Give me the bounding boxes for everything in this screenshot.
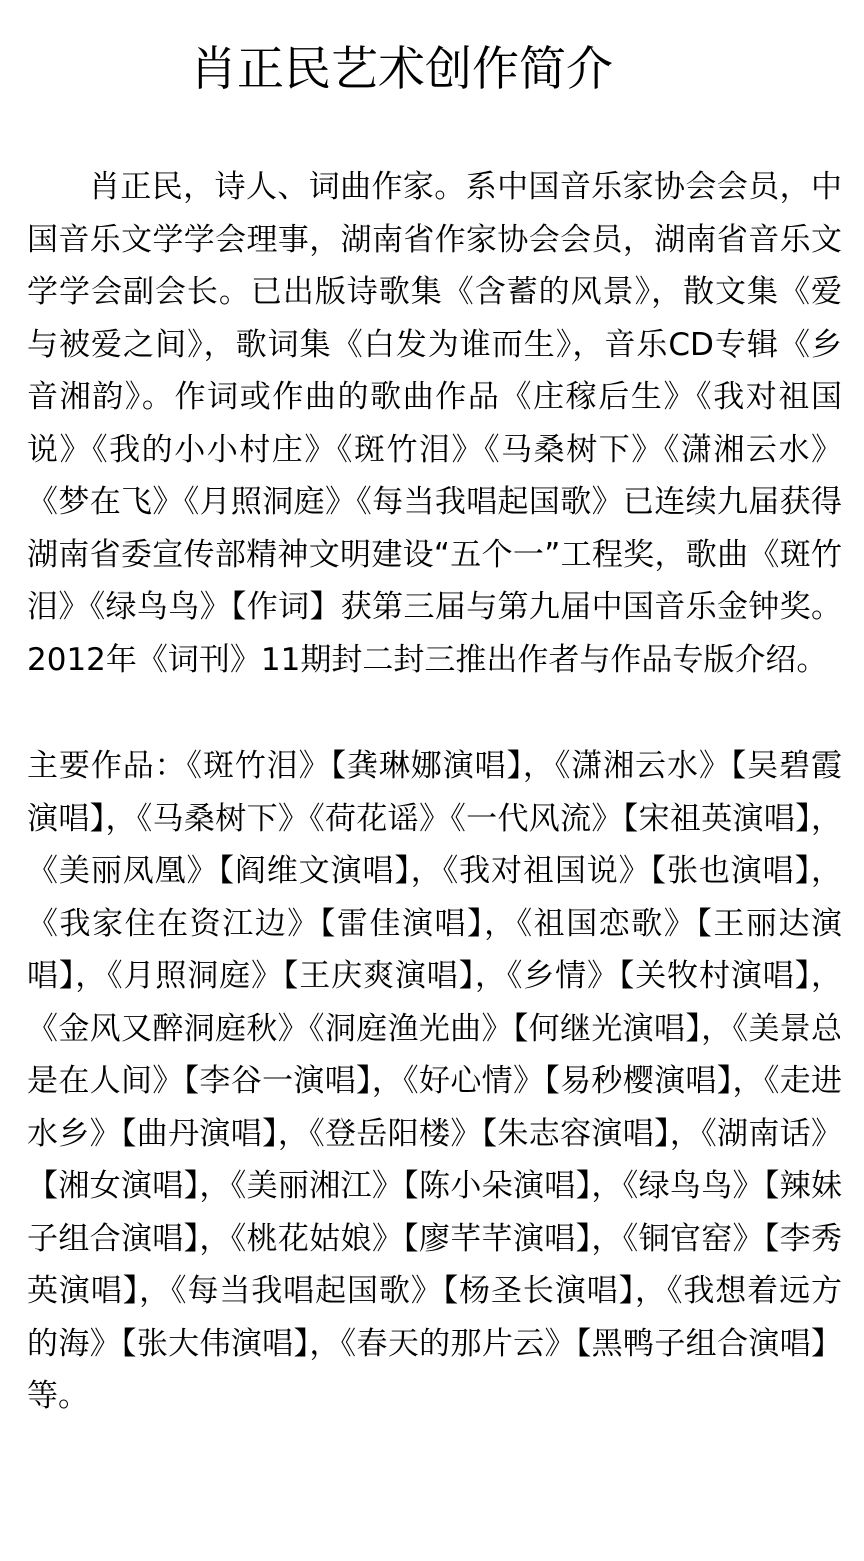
works-paragraph: 主要作品：《斑竹泪》【龚琳娜演唱】，《潇湘云水》【吴碧霞演唱】，《马桑树下》《荷花谣》《一代风流》【宋祖英演唱】，《美丽凤凰》【阎维文演唱】，《我对祖国说》【张也演唱】，《我家住在资江边》【雷佳演唱】，《祖国恋歌》【王丽达演唱】，《月照洞庭》【王庆爽演唱】，《乡情》【关牧村演唱】，《金风又醉洞庭秋》《洞庭渔光曲》【何继光演唱】，《美景总是在人间》【李谷一演唱】，《好心情》【易秒樱演唱】，《走进水乡》【曲丹演唱】，《登岳阳楼》【朱志容演唱】，《湖南话》【湘女演唱】，《美丽湘江》【陈小朵演唱】，《绿鸟鸟》【辣妹子组合演唱】，《桃花姑娘》【廖芊芊演唱】，《铜官窑》【李秀英演唱】，《每当我唱起国歌》【杨圣长演唱】，《我想着远方的海》【张大伟演唱】，《春天的那片云》【黑鸭子组合演唱】等。 [27,748,842,1414]
document-title: 肖正民艺术创作简介 [190,42,613,97]
intro-paragraph: 肖正民，诗人、词曲作家。系中国音乐家协会会员，中国音乐文学学会理事，湖南省作家协会会员，湖南省音乐文学学会副会长。已出版诗歌集《含蓄的风景》，散文集《爱与被爱之间》，歌词集《白发为谁而生》，音乐CD专辑《乡音湘韵》。作词或作曲的歌曲作品《庄稼后生》《我对祖国说》《我的小小村庄》《斑竹泪》《马桑树下》《潇湘云水》《梦在飞》《月照洞庭》《每当我唱起国歌》已连续九届获得湖南省委宣传部精神文明建设“五个一”工程奖，歌曲《斑竹泪》《绿鸟鸟》【作词】获第三届与第九届中国音乐金钟奖。2012年《词刊》11期封二封三推出作者与作品专版介绍。 [27,169,842,678]
